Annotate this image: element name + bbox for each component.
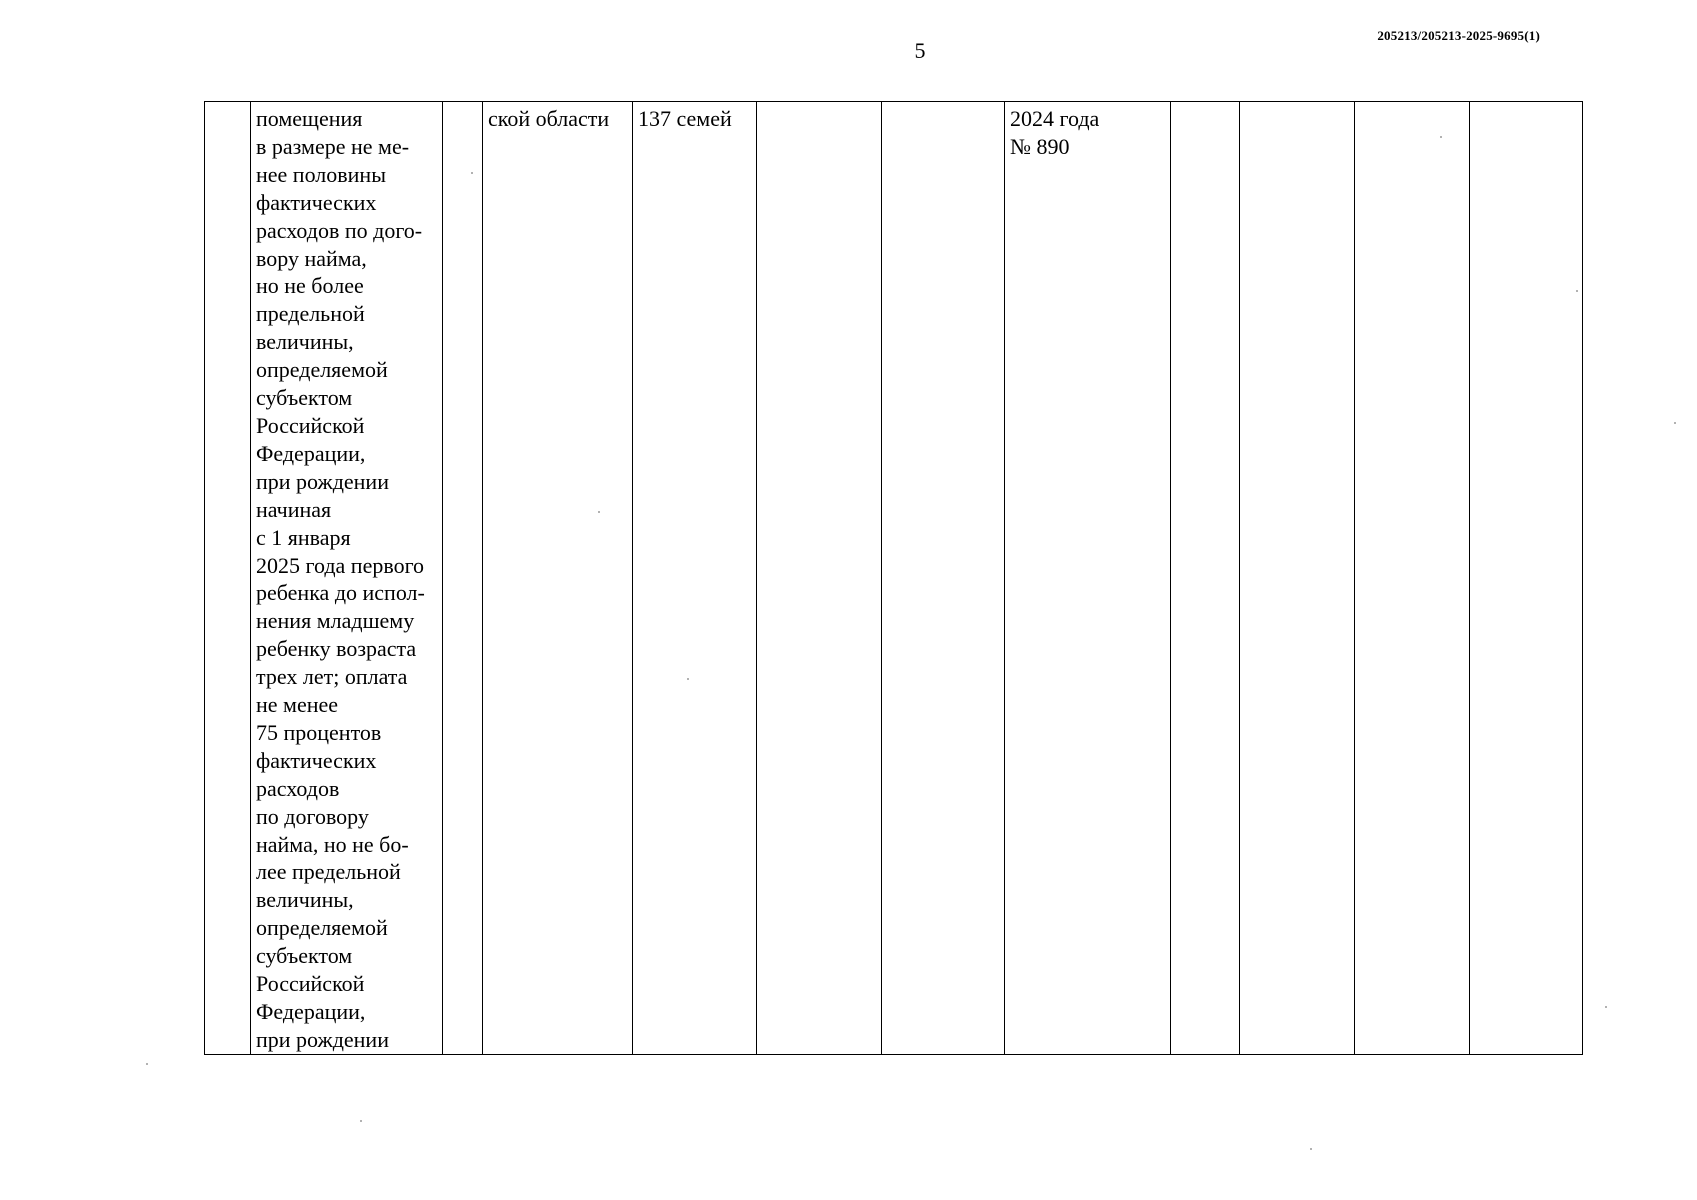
table-cell-col-9	[1171, 102, 1240, 1055]
table-cell-decree: 2024 года № 890	[1005, 102, 1171, 1055]
document-id: 205213/205213-2025-9695(1)	[1377, 28, 1540, 43]
table-cell-families: 137 семей	[633, 102, 757, 1055]
scan-speck	[146, 1063, 148, 1065]
table-cell-description: помещения в размере не ме- нее половины фактических расходов по дого- вору найма, но не более предельной величины, определяемой субъектом Российской Федерации, при рождении начиная с 1 января 2025 года первого ребенка до испол- нения младшему ребенку возраста трех лет; оплата не менее 75 процентов фактических расходов по договору найма, но не бо- лее предельной величины, определяемой субъектом Российской Федерации, при рождении	[251, 102, 443, 1055]
table-cell-col-3	[443, 102, 483, 1055]
table-row	[205, 102, 1583, 1055]
table-cell-col-12	[1470, 102, 1583, 1055]
scan-speck	[471, 172, 473, 174]
scan-speck	[598, 511, 600, 513]
table-cell-region: ской области	[483, 102, 633, 1055]
scan-speck	[360, 1120, 362, 1122]
scan-speck	[687, 678, 689, 680]
scan-speck	[1674, 422, 1676, 424]
scan-speck	[1605, 1006, 1607, 1008]
table-cell-col-7	[882, 102, 1005, 1055]
page-number: 5	[914, 38, 926, 63]
table-cell-col-11	[1355, 102, 1470, 1055]
scan-speck	[1576, 290, 1578, 292]
table-cell-col-6	[757, 102, 882, 1055]
scan-speck	[1440, 136, 1442, 138]
scan-speck	[1310, 1148, 1312, 1150]
document-table	[204, 101, 1583, 1055]
table-cell-col-10	[1240, 102, 1355, 1055]
table-cell-col-1	[205, 102, 251, 1055]
